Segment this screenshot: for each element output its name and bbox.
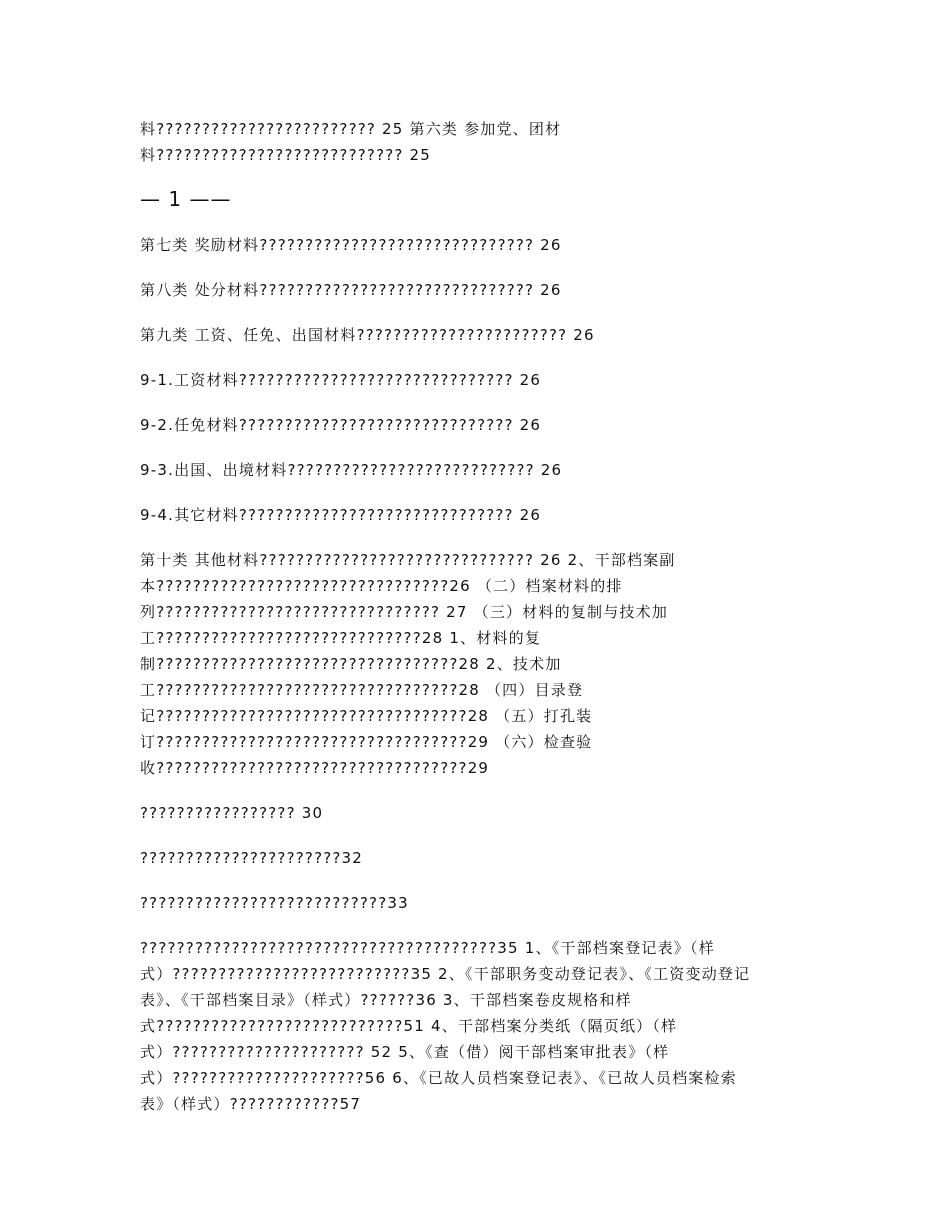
text-line: 式）??????????????????????????35 2、《干部职务变动登记表》、《工资变动登记: [140, 965, 751, 983]
text-line: 料??????????????????????????? 25: [140, 146, 432, 164]
text-line: 记??????????????????????????????????28 （五）打孔装: [140, 707, 593, 725]
toc-entry: 第九类 工资、任免、出国材料??????????????????????? 26: [140, 326, 595, 344]
text-line: 料???????????????????????? 25 第六类 参加党、团材: [140, 120, 562, 138]
toc-entry: 9-3.出国、出境材料??????????????????????????? 26: [140, 461, 563, 479]
page-number: — 1 ——: [140, 187, 232, 211]
intro-paragraph: [140, 116, 820, 168]
text-line: 订??????????????????????????????????29 （六）检查验: [140, 733, 593, 751]
text-line: 第十类 其他材料?????????????????????????????? 26 2、干部档案副: [140, 551, 676, 569]
toc-entry: ???????????????????????????33: [140, 894, 409, 912]
text-line: 式???????????????????????????51 4、干部档案分类纸（隔页纸）（样: [140, 1017, 678, 1035]
toc-paragraph-archive-copy: [140, 547, 820, 781]
text-line: 式）?????????????????????56 6、《已故人员档案登记表》、《已故人员档案检索: [140, 1069, 737, 1087]
text-line: 制?????????????????????????????????28 2、技术加: [140, 655, 562, 673]
text-line: 表》（样式）????????????57: [140, 1095, 362, 1113]
toc-entry: 第八类 处分材料?????????????????????????????? 26: [140, 281, 562, 299]
toc-entry: 9-4.其它材料?????????????????????????????? 26: [140, 506, 542, 524]
text-line: 式）????????????????????? 52 5、《查（借）阅干部档案审批表》（样: [140, 1043, 670, 1061]
toc-entry: ????????????????? 30: [140, 804, 324, 822]
text-line: 工?????????????????????????????????28 （四）目录登: [140, 681, 584, 699]
toc-entry: ??????????????????????32: [140, 849, 364, 867]
text-line: 工?????????????????????????????28 1、材料的复: [140, 629, 542, 647]
document-page: [140, 116, 820, 1136]
text-line: 收??????????????????????????????????29: [140, 759, 490, 777]
text-line: 表》、《干部档案目录》（样式）??????36 3、干部档案卷皮规格和样: [140, 991, 632, 1009]
text-line: ???????????????????????????????????????35 1、《干部档案登记表》（样: [140, 939, 715, 957]
text-line: 列??????????????????????????????? 27 （三）材料的复制与技术加: [140, 603, 669, 621]
toc-entry: 第七类 奖励材料?????????????????????????????? 26: [140, 236, 562, 254]
toc-entry: 9-2.任免材料?????????????????????????????? 26: [140, 416, 542, 434]
text-line: 本????????????????????????????????26 （二）档案材料的排: [140, 577, 623, 595]
toc-paragraph-appendix-forms: [140, 935, 820, 1117]
toc-entry: 9-1.工资材料?????????????????????????????? 26: [140, 371, 542, 389]
